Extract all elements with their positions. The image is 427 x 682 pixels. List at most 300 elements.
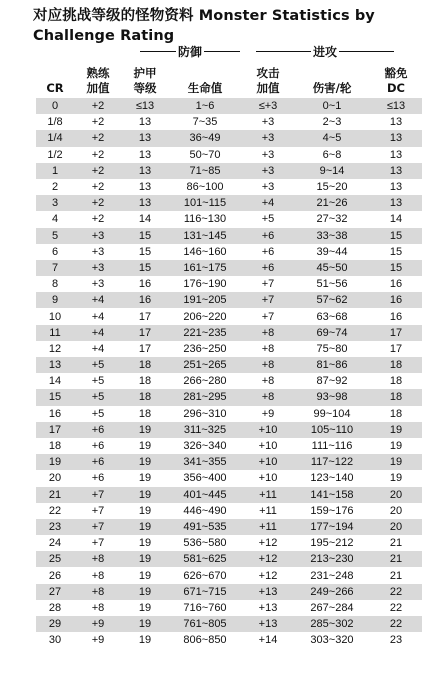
table-row [36, 325, 422, 341]
armor-class-cell: ≤13 [122, 98, 168, 114]
proficiency-cell: +2 [74, 195, 122, 211]
header-armor-class-line1: 护甲 [133, 66, 157, 80]
save-dc-cell: 19 [389, 472, 403, 485]
table-row [36, 98, 422, 114]
save-dc-cell: 15 [389, 245, 403, 258]
table-row [36, 357, 422, 373]
table-row [36, 406, 422, 422]
attack-bonus-cell: +3 [242, 130, 294, 146]
table-row [36, 487, 422, 503]
table-row [36, 389, 422, 405]
defense-group-header [140, 43, 240, 59]
table-row [36, 503, 422, 519]
cr-cell: 20 [48, 472, 62, 485]
save-dc-cell: 14 [389, 213, 403, 226]
damage-cell: 15~20 [316, 181, 348, 194]
cr-cell: 3 [36, 195, 74, 211]
attack-bonus-cell: +8 [261, 375, 275, 388]
cr-cell: 24 [48, 537, 62, 550]
hit-points-cell: 356~400 [183, 472, 227, 485]
proficiency-cell: +8 [74, 551, 122, 567]
attack-bonus-cell: +9 [261, 407, 275, 420]
table-row [36, 228, 422, 244]
table-row [36, 519, 422, 535]
armor-class-cell: 18 [138, 375, 152, 388]
save-dc-cell: 21 [370, 551, 422, 567]
hit-points-cell: 671~715 [168, 584, 242, 600]
hit-points-cell: 536~580 [183, 537, 227, 550]
cr-cell: 23 [36, 519, 74, 535]
hit-points-cell: 491~535 [168, 519, 242, 535]
hit-points-cell: 281~295 [168, 389, 242, 405]
table-row [36, 470, 422, 486]
header-armor-class-line2: 等级 [133, 81, 157, 95]
header-cr [36, 81, 74, 96]
proficiency-cell: +5 [91, 375, 105, 388]
armor-class-cell: 13 [138, 116, 152, 129]
damage-cell: 75~80 [316, 342, 348, 355]
armor-class-cell: 19 [122, 584, 168, 600]
hit-points-cell: 341~355 [168, 454, 242, 470]
cr-cell: 5 [36, 228, 74, 244]
armor-class-cell: 15 [122, 260, 168, 276]
defense-label: 防御 [178, 44, 203, 59]
save-dc-cell: 16 [370, 292, 422, 308]
proficiency-cell: +2 [91, 148, 105, 161]
proficiency-cell: +2 [91, 116, 105, 129]
damage-cell: 4~5 [294, 130, 370, 146]
damage-cell: 63~68 [316, 310, 348, 323]
proficiency-cell: +9 [91, 634, 105, 647]
proficiency-cell: +8 [91, 569, 105, 582]
table-row [36, 276, 422, 292]
proficiency-cell: +2 [74, 163, 122, 179]
table-row [36, 438, 422, 454]
header-save-dc [370, 66, 422, 96]
table-row [36, 130, 422, 146]
hit-points-cell: 161~175 [168, 260, 242, 276]
cr-cell: 22 [48, 504, 62, 517]
proficiency-cell: +4 [74, 325, 122, 341]
save-dc-cell: 23 [389, 634, 403, 647]
attack-bonus-cell: +10 [258, 472, 278, 485]
attack-bonus-cell: +6 [261, 245, 275, 258]
attack-bonus-cell: +8 [242, 389, 294, 405]
table-row [36, 292, 422, 308]
damage-cell: 285~302 [294, 616, 370, 632]
proficiency-cell: +6 [91, 440, 105, 453]
armor-class-cell: 17 [138, 342, 152, 355]
save-dc-cell: 20 [389, 504, 403, 517]
save-dc-cell: 19 [370, 422, 422, 438]
header-cr-label: CR [46, 81, 64, 95]
cr-cell: 0 [36, 98, 74, 114]
table-row [36, 616, 422, 632]
damage-cell: 81~86 [294, 357, 370, 373]
armor-class-cell: 19 [122, 487, 168, 503]
offense-label: 进攻 [313, 44, 338, 59]
header-proficiency-line1: 熟练 [86, 66, 110, 80]
header-proficiency-line2: 加值 [86, 81, 110, 95]
cr-cell: 26 [48, 569, 62, 582]
damage-cell: 33~38 [294, 228, 370, 244]
damage-cell: 21~26 [294, 195, 370, 211]
damage-cell: 27~32 [316, 213, 348, 226]
save-dc-cell: 13 [389, 116, 403, 129]
proficiency-cell: +6 [74, 422, 122, 438]
damage-cell: 69~74 [294, 325, 370, 341]
monster-statistics-table [36, 98, 422, 648]
damage-cell: 111~116 [311, 440, 353, 453]
cr-cell: 18 [48, 440, 62, 453]
armor-class-cell: 17 [122, 325, 168, 341]
damage-cell: 105~110 [294, 422, 370, 438]
attack-bonus-cell: +11 [242, 487, 294, 503]
cr-cell: 12 [48, 342, 62, 355]
damage-cell: 249~266 [294, 584, 370, 600]
attack-bonus-cell: +8 [242, 325, 294, 341]
hit-points-cell: 146~160 [183, 245, 227, 258]
armor-class-cell: 18 [122, 389, 168, 405]
armor-class-cell: 19 [122, 422, 168, 438]
save-dc-cell: 13 [389, 148, 403, 161]
armor-class-cell: 17 [138, 310, 152, 323]
cr-cell: 29 [36, 616, 74, 632]
header-attack-bonus-line2: 加值 [256, 81, 280, 95]
damage-cell: 213~230 [294, 551, 370, 567]
damage-cell: 123~140 [310, 472, 354, 485]
armor-class-cell: 13 [122, 163, 168, 179]
attack-bonus-cell: ≤+3 [242, 98, 294, 114]
hit-points-cell: 86~100 [186, 181, 224, 194]
save-dc-cell: 18 [370, 357, 422, 373]
hit-points-cell: 761~805 [168, 616, 242, 632]
attack-bonus-cell: +14 [258, 634, 278, 647]
proficiency-cell: +7 [74, 487, 122, 503]
armor-class-cell: 18 [138, 407, 152, 420]
save-dc-cell: 21 [389, 537, 403, 550]
armor-class-cell: 15 [138, 245, 152, 258]
hit-points-cell: 266~280 [183, 375, 227, 388]
rule-line [204, 51, 240, 52]
save-dc-cell: 15 [370, 260, 422, 276]
header-armor-class [122, 66, 168, 96]
hit-points-cell: 236~250 [183, 342, 227, 355]
save-dc-cell: 22 [370, 584, 422, 600]
armor-class-cell: 19 [138, 601, 152, 614]
cr-cell: 1/4 [36, 130, 74, 146]
armor-class-cell: 16 [138, 278, 152, 291]
rule-line [256, 51, 311, 52]
attack-bonus-cell: +3 [242, 163, 294, 179]
hit-points-cell: 7~35 [192, 116, 218, 129]
table-row [36, 373, 422, 389]
save-dc-cell: 18 [389, 375, 403, 388]
table-row [36, 632, 422, 648]
attack-bonus-cell: +12 [258, 569, 278, 582]
cr-cell: 10 [48, 310, 62, 323]
attack-bonus-cell: +6 [242, 228, 294, 244]
cr-cell: 27 [36, 584, 74, 600]
attack-bonus-cell: +3 [261, 116, 275, 129]
cr-cell: 6 [51, 245, 59, 258]
hit-points-cell: 191~205 [168, 292, 242, 308]
save-dc-cell: 22 [389, 601, 403, 614]
armor-class-cell: 19 [122, 454, 168, 470]
hit-points-cell: 401~445 [168, 487, 242, 503]
proficiency-cell: +8 [74, 584, 122, 600]
damage-cell: 2~3 [322, 116, 342, 129]
armor-class-cell: 15 [122, 228, 168, 244]
hit-points-cell: 101~115 [168, 195, 242, 211]
armor-class-cell: 19 [138, 504, 152, 517]
proficiency-cell: +5 [74, 357, 122, 373]
hit-points-cell: 131~145 [168, 228, 242, 244]
cr-cell: 17 [36, 422, 74, 438]
attack-bonus-cell: +10 [242, 422, 294, 438]
damage-cell: 45~50 [294, 260, 370, 276]
hit-points-cell: 176~190 [183, 278, 227, 291]
cr-cell: 4 [51, 213, 59, 226]
armor-class-cell: 19 [138, 472, 152, 485]
table-row [36, 535, 422, 551]
damage-cell: 93~98 [294, 389, 370, 405]
armor-class-cell: 13 [138, 181, 152, 194]
damage-cell: 51~56 [316, 278, 348, 291]
cr-cell: 8 [51, 278, 59, 291]
cr-cell: 30 [48, 634, 62, 647]
proficiency-cell: +7 [91, 537, 105, 550]
table-row [36, 454, 422, 470]
hit-points-cell: 116~130 [183, 213, 227, 226]
proficiency-cell: +7 [91, 504, 105, 517]
damage-cell: 87~92 [316, 375, 348, 388]
proficiency-cell: +2 [91, 181, 105, 194]
attack-bonus-cell: +6 [242, 260, 294, 276]
armor-class-cell: 13 [122, 195, 168, 211]
damage-cell: 0~1 [294, 98, 370, 114]
hit-points-cell: 446~490 [183, 504, 227, 517]
damage-cell: 267~284 [310, 601, 354, 614]
save-dc-cell: 13 [389, 181, 403, 194]
proficiency-cell: +6 [91, 472, 105, 485]
save-dc-cell: 22 [370, 616, 422, 632]
cr-cell: 28 [48, 601, 62, 614]
attack-bonus-cell: +13 [242, 616, 294, 632]
header-attack-bonus [242, 66, 294, 96]
attack-bonus-cell: +12 [258, 537, 278, 550]
proficiency-cell: +4 [91, 342, 105, 355]
hit-points-cell: 326~340 [183, 440, 227, 453]
table-row [36, 341, 422, 357]
hit-points-cell: 581~625 [168, 551, 242, 567]
armor-class-cell: 19 [122, 551, 168, 567]
table-row [36, 600, 422, 616]
cr-cell: 1 [36, 163, 74, 179]
header-save-dc-line1: 豁免 [384, 66, 408, 80]
proficiency-cell: +3 [91, 278, 105, 291]
proficiency-cell: +9 [74, 616, 122, 632]
armor-class-cell: 16 [122, 292, 168, 308]
table-row [36, 567, 422, 583]
save-dc-cell: 21 [389, 569, 403, 582]
hit-points-cell: 36~49 [168, 130, 242, 146]
armor-class-cell: 19 [138, 634, 152, 647]
attack-bonus-cell: +8 [261, 342, 275, 355]
damage-cell: 177~194 [294, 519, 370, 535]
attack-bonus-cell: +5 [261, 213, 275, 226]
attack-bonus-cell: +7 [261, 278, 275, 291]
table-row [36, 163, 422, 179]
cr-cell: 15 [36, 389, 74, 405]
save-dc-cell: 15 [370, 228, 422, 244]
table-row [36, 308, 422, 324]
proficiency-cell: +5 [74, 389, 122, 405]
table-row [36, 244, 422, 260]
save-dc-cell: 17 [370, 325, 422, 341]
proficiency-cell: +2 [91, 213, 105, 226]
damage-cell: 159~176 [310, 504, 354, 517]
cr-cell: 25 [36, 551, 74, 567]
hit-points-cell: 71~85 [168, 163, 242, 179]
damage-cell: 303~320 [310, 634, 354, 647]
rule-line [140, 51, 176, 52]
cr-cell: 21 [36, 487, 74, 503]
save-dc-cell: 13 [370, 130, 422, 146]
hit-points-cell: 296~310 [183, 407, 227, 420]
hit-points-cell: 206~220 [183, 310, 227, 323]
armor-class-cell: 14 [138, 213, 152, 226]
attack-bonus-cell: +7 [261, 310, 275, 323]
save-dc-cell: 20 [370, 519, 422, 535]
proficiency-cell: +2 [74, 98, 122, 114]
cr-cell: 1/8 [47, 116, 63, 129]
damage-cell: 195~212 [310, 537, 354, 550]
attack-bonus-cell: +13 [258, 601, 278, 614]
table-row [36, 179, 422, 195]
table-row [36, 422, 422, 438]
save-dc-cell: 20 [370, 487, 422, 503]
header-proficiency [74, 66, 122, 96]
table-row [36, 584, 422, 600]
attack-bonus-cell: +8 [242, 357, 294, 373]
proficiency-cell: +8 [91, 601, 105, 614]
table-row [36, 211, 422, 227]
attack-bonus-cell: +10 [242, 454, 294, 470]
damage-cell: 6~8 [322, 148, 342, 161]
cr-cell: 2 [51, 181, 59, 194]
hit-points-cell: 626~670 [183, 569, 227, 582]
cr-cell: 14 [48, 375, 62, 388]
header-save-dc-line2: DC [387, 81, 405, 95]
damage-cell: 117~122 [294, 454, 370, 470]
save-dc-cell: 17 [389, 342, 403, 355]
proficiency-cell: +2 [74, 130, 122, 146]
cr-cell: 13 [36, 357, 74, 373]
hit-points-cell: 1~6 [168, 98, 242, 114]
cr-cell: 1/2 [47, 148, 63, 161]
header-hit-points [168, 81, 242, 96]
save-dc-cell: 19 [370, 454, 422, 470]
armor-class-cell: 18 [122, 357, 168, 373]
save-dc-cell: ≤13 [370, 98, 422, 114]
offense-group-header [256, 43, 394, 59]
save-dc-cell: 19 [389, 440, 403, 453]
table-row [36, 260, 422, 276]
save-dc-cell: 18 [370, 389, 422, 405]
attack-bonus-cell: +7 [242, 292, 294, 308]
proficiency-cell: +3 [74, 260, 122, 276]
armor-class-cell: 19 [138, 440, 152, 453]
hit-points-cell: 311~325 [168, 422, 242, 438]
proficiency-cell: +3 [91, 245, 105, 258]
proficiency-cell: +4 [91, 310, 105, 323]
hit-points-cell: 806~850 [183, 634, 227, 647]
table-row [36, 114, 422, 130]
attack-bonus-cell: +10 [258, 440, 278, 453]
armor-class-cell: 19 [138, 537, 152, 550]
table-row [36, 551, 422, 567]
armor-class-cell: 13 [122, 130, 168, 146]
proficiency-cell: +5 [91, 407, 105, 420]
table-row [36, 147, 422, 163]
damage-cell: 39~44 [316, 245, 348, 258]
hit-points-cell: 221~235 [168, 325, 242, 341]
cr-cell: 7 [36, 260, 74, 276]
cr-cell: 19 [36, 454, 74, 470]
page-title: 对应挑战等级的怪物资料 Monster Statistics by Challenge Rating [33, 8, 375, 44]
armor-class-cell: 19 [138, 569, 152, 582]
damage-cell: 141~158 [294, 487, 370, 503]
proficiency-cell: +6 [74, 454, 122, 470]
save-dc-cell: 16 [389, 278, 403, 291]
cr-cell: 16 [48, 407, 62, 420]
header-damage-label: 伤害/轮 [312, 81, 352, 95]
attack-bonus-cell: +13 [242, 584, 294, 600]
header-hit-points-label: 生命值 [187, 81, 223, 95]
header-damage [294, 81, 370, 96]
proficiency-cell: +3 [74, 228, 122, 244]
armor-class-cell: 19 [122, 616, 168, 632]
attack-bonus-cell: +3 [261, 148, 275, 161]
table-row [36, 195, 422, 211]
rule-line [339, 51, 394, 52]
attack-bonus-cell: +11 [259, 504, 277, 517]
attack-bonus-cell: +3 [261, 181, 275, 194]
hit-points-cell: 50~70 [189, 148, 221, 161]
hit-points-cell: 716~760 [183, 601, 227, 614]
armor-class-cell: 19 [122, 519, 168, 535]
cr-cell: 9 [36, 292, 74, 308]
attack-bonus-cell: +12 [242, 551, 294, 567]
table-body [36, 98, 422, 648]
save-dc-cell: 16 [389, 310, 403, 323]
damage-cell: 57~62 [294, 292, 370, 308]
proficiency-cell: +4 [74, 292, 122, 308]
damage-cell: 9~14 [294, 163, 370, 179]
cr-cell: 11 [36, 325, 74, 341]
proficiency-cell: +7 [74, 519, 122, 535]
damage-cell: 99~104 [313, 407, 351, 420]
attack-bonus-cell: +11 [242, 519, 294, 535]
save-dc-cell: 18 [389, 407, 403, 420]
header-attack-bonus-line1: 攻击 [256, 66, 280, 80]
damage-cell: 231~248 [310, 569, 354, 582]
hit-points-cell: 251~265 [168, 357, 242, 373]
armor-class-cell: 13 [138, 148, 152, 161]
attack-bonus-cell: +4 [242, 195, 294, 211]
save-dc-cell: 13 [370, 195, 422, 211]
